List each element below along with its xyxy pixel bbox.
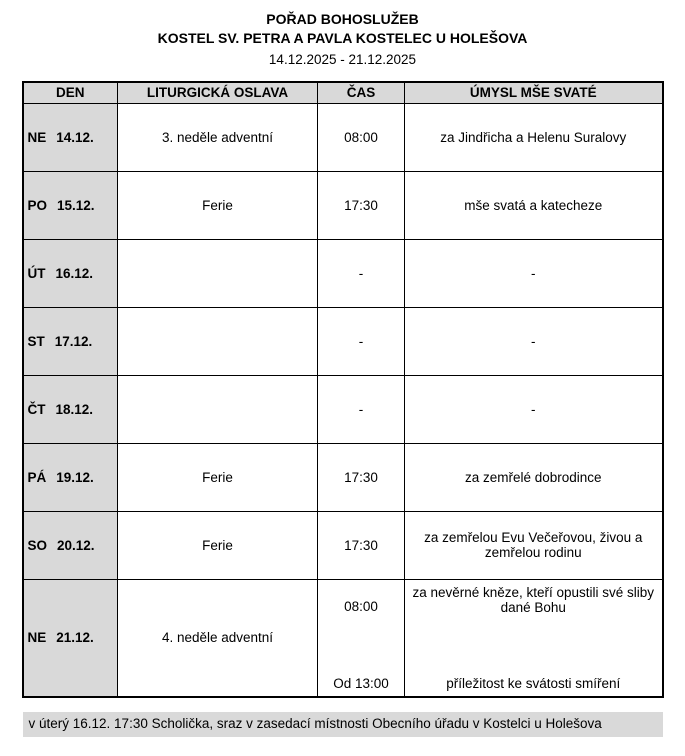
celebration-cell: Ferie	[118, 443, 318, 511]
day-abbr: ČT	[27, 401, 46, 417]
day-cell	[23, 375, 118, 443]
day-date: 21.12.	[56, 630, 94, 646]
table-row	[23, 171, 663, 239]
day-date: 18.12.	[55, 401, 94, 417]
celebration-cell: Ferie	[118, 171, 318, 239]
day-abbr: SO	[27, 537, 48, 553]
intention-cell: za Jindřicha a Helenu Suralovy	[405, 103, 663, 171]
time-cell: 17:30	[318, 443, 405, 511]
intention-cell	[405, 579, 663, 697]
day-abbr: PÁ	[27, 469, 47, 485]
table-row	[23, 375, 663, 443]
time-cell: 17:30	[318, 511, 405, 579]
col-header-intention: ÚMYSL MŠE SVATÉ	[405, 82, 663, 103]
day-cell	[23, 511, 118, 579]
table-row	[23, 579, 663, 697]
celebration-cell	[118, 375, 318, 443]
celebration-cell	[118, 239, 318, 307]
day-cell	[23, 443, 118, 511]
table-row	[23, 443, 663, 511]
day-date: 20.12.	[57, 537, 95, 553]
time-cell: -	[318, 307, 405, 375]
day-date: 14.12.	[56, 129, 94, 145]
day-cell	[23, 239, 118, 307]
col-header-celebration: LITURGICKÁ OSLAVA	[118, 82, 318, 103]
day-abbr: NE	[27, 129, 47, 145]
day-cell	[23, 307, 118, 375]
mass-schedule-table	[22, 81, 664, 698]
time-cell: 08:00	[318, 103, 405, 171]
day-date: 17.12.	[54, 333, 93, 349]
day-abbr: PO	[27, 197, 48, 213]
date-range: 14.12.2025 - 21.12.2025	[268, 51, 417, 67]
footer-note: v úterý 16.12. 17:30 Scholička, sraz v zasedací místnosti Obecního úřadu v Kostelci u Holešova	[23, 712, 663, 737]
celebration-cell: 4. neděle adventní	[118, 579, 318, 697]
day-date: 15.12.	[57, 197, 95, 213]
intention-cell: za zemřelou Evu Večeřovou, živou a zemřelou rodinu	[405, 511, 663, 579]
document-header	[0, 10, 685, 69]
day-date: 19.12.	[56, 469, 94, 485]
celebration-cell	[118, 307, 318, 375]
intention-cell: -	[405, 307, 663, 375]
day-date: 16.12.	[55, 265, 94, 281]
celebration-cell: Ferie	[118, 511, 318, 579]
day-abbr: ÚT	[27, 265, 46, 281]
intention-cell: -	[405, 239, 663, 307]
time-first: 08:00	[344, 598, 378, 614]
intention-first: za nevěrné kněze, kteří opustili své sliby dané Bohu	[412, 584, 655, 615]
table-row	[23, 239, 663, 307]
time-cell: -	[318, 239, 405, 307]
time-cell: 17:30	[318, 171, 405, 239]
col-header-day: DEN	[23, 82, 118, 103]
day-cell	[23, 103, 118, 171]
time-cell	[318, 579, 405, 697]
day-cell	[23, 579, 118, 697]
time-second: Od 13:00	[333, 675, 389, 691]
time-cell: -	[318, 375, 405, 443]
day-abbr: NE	[27, 630, 47, 646]
intention-cell: -	[405, 375, 663, 443]
col-header-time: ČAS	[318, 82, 405, 103]
table-row	[23, 511, 663, 579]
table-row	[23, 307, 663, 375]
header-row	[23, 82, 663, 103]
page-title: POŘAD BOHOSLUŽEB	[266, 11, 419, 27]
table-row	[23, 103, 663, 171]
intention-second: příležitost ke svátosti smíření	[446, 675, 621, 691]
intention-cell: mše svatá a katecheze	[405, 171, 663, 239]
church-name: KOSTEL SV. PETRA A PAVLA KOSTELEC U HOLEŠOVA	[157, 29, 528, 46]
day-cell	[23, 171, 118, 239]
celebration-cell: 3. neděle adventní	[118, 103, 318, 171]
intention-cell: za zemřelé dobrodince	[405, 443, 663, 511]
day-abbr: ST	[27, 333, 45, 349]
